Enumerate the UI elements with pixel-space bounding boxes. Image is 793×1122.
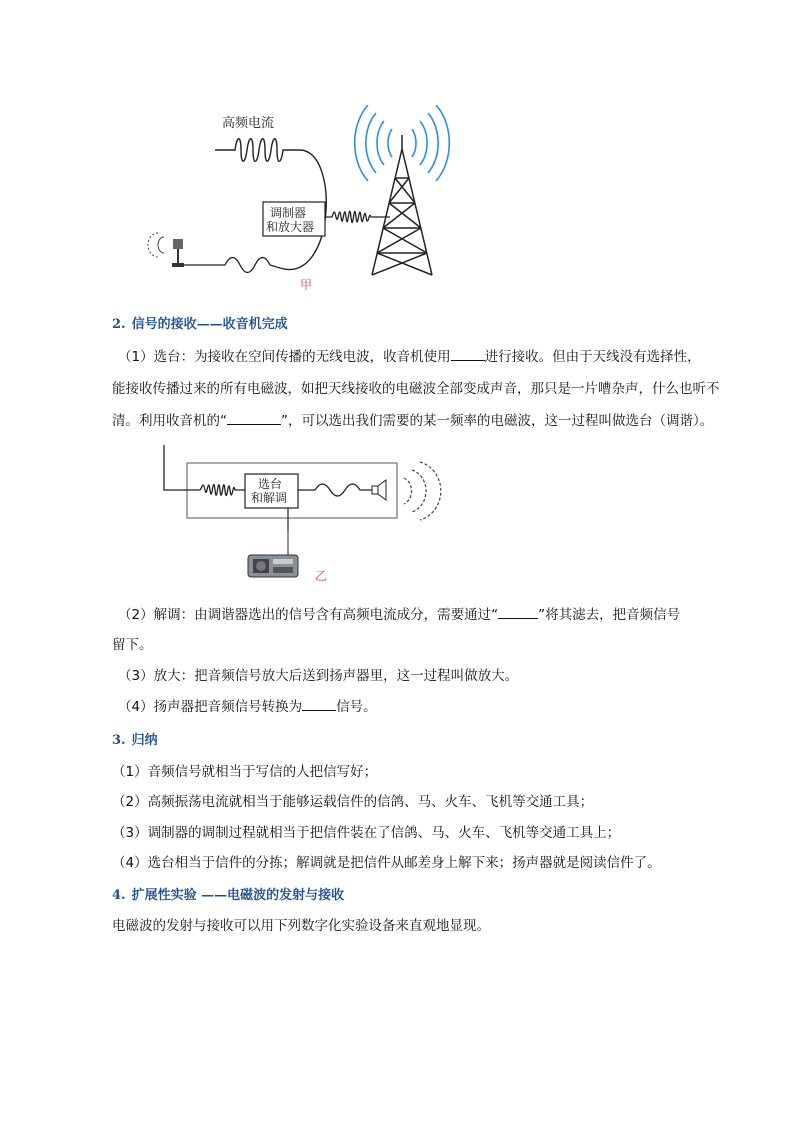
speaker-icon (372, 480, 386, 500)
audio-wave-wire (183, 258, 280, 273)
tuner-label-1: 选台 (258, 477, 283, 491)
summary-item: （1）音频信号就相当于写信的人把信写好； (112, 764, 378, 780)
answer-blank[interactable] (498, 604, 538, 619)
microphone-icon (148, 233, 184, 267)
answer-blank[interactable] (302, 696, 336, 711)
section-number: 4. (112, 888, 126, 903)
answer-blank[interactable] (227, 410, 281, 425)
item1-line2: 能接收传播过来的所有电磁波，如把天线接收的电磁波全部变成声音，那只是一片嘈杂声，什么也听不 (112, 381, 720, 397)
antenna-line (164, 445, 200, 490)
item1-line3 (112, 409, 713, 429)
section-number: 3. (112, 733, 126, 748)
figure-transmitter (140, 105, 480, 295)
summary-item: （2）高频振荡电流就相当于能够运载信件的信鸽、马、火车、飞机等交通工具； (112, 794, 594, 810)
section-title: 归纳 (131, 733, 158, 748)
item4-line (118, 695, 377, 715)
radio-device-icon (248, 530, 298, 577)
item1-text-b: 进行接收。但由于天线没有选择性， (484, 349, 701, 365)
item4-text-b: 信号。 (336, 699, 377, 715)
section-title: 信号的接收——收音机完成 (131, 317, 288, 332)
modulator-label-1: 调制器 (270, 206, 307, 220)
modulator-label-2: 和放大器 (266, 220, 315, 234)
item2-line1 (118, 603, 680, 623)
tuner-label-2: 和解调 (251, 491, 288, 505)
section-number: 2. (112, 317, 126, 332)
audio-wave (298, 484, 372, 496)
section-title: 扩展性实验 ——电磁波的发射与接收 (131, 888, 345, 903)
item2-line2: 留下。 (112, 637, 153, 653)
figure-jia-caption: 甲 (300, 278, 313, 292)
item2-text-b: ”将其滤去，把音频信号 (538, 607, 681, 623)
item1-text-a: （1）选台：为接收在空间传播的无线电波，收音机使用 (118, 349, 451, 365)
summary-item: （4）选台相当于信件的分拣；解调就是把信件从邮差身上解下来；扬声器就是阅读信件了。 (112, 855, 661, 871)
item1-text-d: ”，可以选出我们需要的某一频率的电磁波，这一过程叫做选台（调谐）。 (281, 413, 714, 429)
answer-blank[interactable] (451, 346, 485, 361)
modulated-wave (325, 211, 390, 222)
figure-yi-caption: 乙 (315, 569, 328, 583)
figure-receiver (150, 440, 450, 590)
summary-item: （3）调制器的调制过程就相当于把信件装在了信鸽、马、火车、飞机等交通工具上； (112, 825, 621, 841)
section-2-heading (112, 313, 288, 332)
item1-line1 (118, 345, 701, 365)
item3-line: （3）放大：把音频信号放大后送到扬声器里，这一过程叫做放大。 (118, 668, 519, 684)
section-3-heading (112, 729, 158, 748)
antenna-tower-icon (372, 135, 432, 275)
item1-text-c: 清。利用收音机的“ (112, 413, 227, 429)
item4-text-a: （4）扬声器把音频信号转换为 (118, 699, 303, 715)
closing-paragraph: 电磁波的发射与接收可以用下列数字化实验设备来直观地显现。 (112, 918, 490, 934)
received-wave (200, 484, 245, 495)
sound-waves-icon (404, 462, 441, 520)
section-4-heading (112, 884, 344, 903)
item2-text-a: （2）解调：由调谐器选出的信号含有高频电流成分，需要通过“ (118, 607, 499, 623)
high-frequency-current-label: 高频电流 (222, 116, 275, 131)
